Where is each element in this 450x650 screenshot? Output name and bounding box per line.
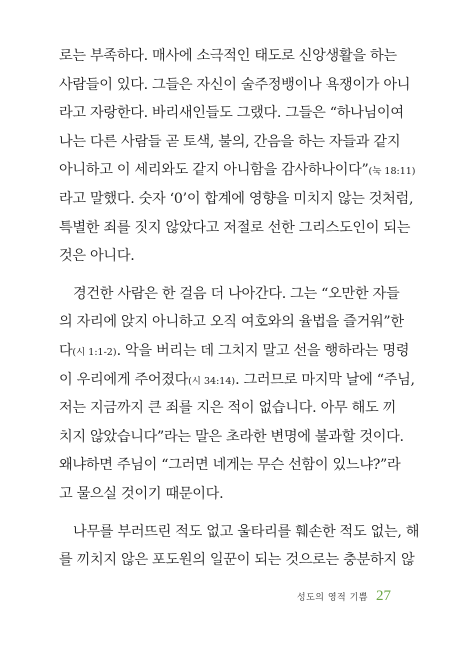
text-line	[59, 451, 401, 480]
scripture-reference: (눅 18:11)	[368, 166, 416, 178]
text-line	[59, 71, 411, 100]
text-line	[59, 128, 401, 157]
text-segment: 것은 아니다.	[59, 248, 135, 265]
text-segment: 이 우리에게 주어졌다	[59, 371, 189, 388]
text-segment: 저는 지금까지 큰 죄를 지은 적이 없습니다. 아무 해도 끼	[59, 400, 397, 417]
text-segment: . 악을 버리는 데 그치지 말고 선을 행하라는 명령	[116, 342, 410, 359]
text-line	[59, 214, 411, 243]
text-line	[59, 185, 414, 214]
text-line	[59, 366, 415, 395]
text-segment: 라고 자랑한다. 바리새인들도 그랬다. 그들은 “하나님이여	[59, 105, 404, 122]
text-segment: 의 자리에 앉지 아니하고 오직 여호와의 율법을 즐거워”한	[59, 314, 404, 331]
text-line	[59, 99, 404, 128]
text-line	[59, 280, 400, 309]
text-segment: 다	[59, 342, 73, 359]
text-segment: 사람들이 있다. 그들은 자신이 술주정뱅이나 욕쟁이가 아니	[59, 76, 411, 93]
paragraph-gap	[59, 271, 392, 280]
text-segment: 왜냐하면 주님이 “그러면 네게는 무슨 선함이 있느냐?”라	[59, 457, 401, 474]
text-segment: 를 끼치지 않은 포도원의 일꾼이 되는 것으로는 충분하지 않	[59, 552, 415, 569]
scripture-reference: (시 34:14)	[188, 375, 236, 387]
text-segment: 나무를 부러뜨린 적도 없고 울타리를 훼손한 적도 없는, 해	[73, 523, 420, 540]
paragraph	[59, 42, 416, 271]
text-segment: 치지 않았습니다”라는 말은 초라한 변명에 불과할 것이다.	[59, 428, 404, 445]
text-line	[59, 518, 420, 547]
page-number: 27	[376, 588, 391, 604]
text-line	[59, 242, 392, 271]
body-text	[59, 42, 420, 575]
paragraph-gap	[59, 509, 392, 518]
text-segment: 로는 부족하다. 매사에 소극적인 태도로 신앙생활을 하는	[59, 48, 397, 64]
text-line	[59, 394, 397, 423]
text-line	[59, 337, 410, 366]
text-segment: 경건한 사람은 한 걸음 더 나아간다. 그는 “오만한 자들	[73, 285, 400, 302]
text-line	[59, 156, 416, 185]
text-segment: 나는 다른 사람들 곧 토색, 불의, 간음을 하는 자들과 같지	[59, 133, 401, 150]
text-segment: 아니하고 이 세리와도 같지 아니함을 감사하나이다”	[59, 162, 369, 179]
text-line	[59, 480, 392, 509]
text-line	[59, 546, 415, 575]
text-line	[59, 308, 404, 337]
text-segment: 특별한 죄를 짓지 않았다고 저절로 선한 그리스도인이 되는	[59, 219, 411, 236]
running-title: 성도의 영적 기쁨	[296, 593, 368, 603]
scripture-reference: (시 1:1-2)	[72, 346, 117, 358]
text-line	[59, 423, 404, 452]
paragraph	[59, 280, 415, 509]
text-segment: 라고 말했다. 숫자 ‘0’이 합계에 영향을 미치지 않는 것처럼,	[59, 190, 414, 207]
text-segment: . 그러므로 마지막 날에 “주님,	[235, 371, 415, 388]
paragraph	[59, 518, 420, 575]
page-footer	[297, 588, 391, 605]
text-segment: 고 물으실 것이기 때문이다.	[59, 485, 224, 502]
text-line	[59, 42, 397, 71]
